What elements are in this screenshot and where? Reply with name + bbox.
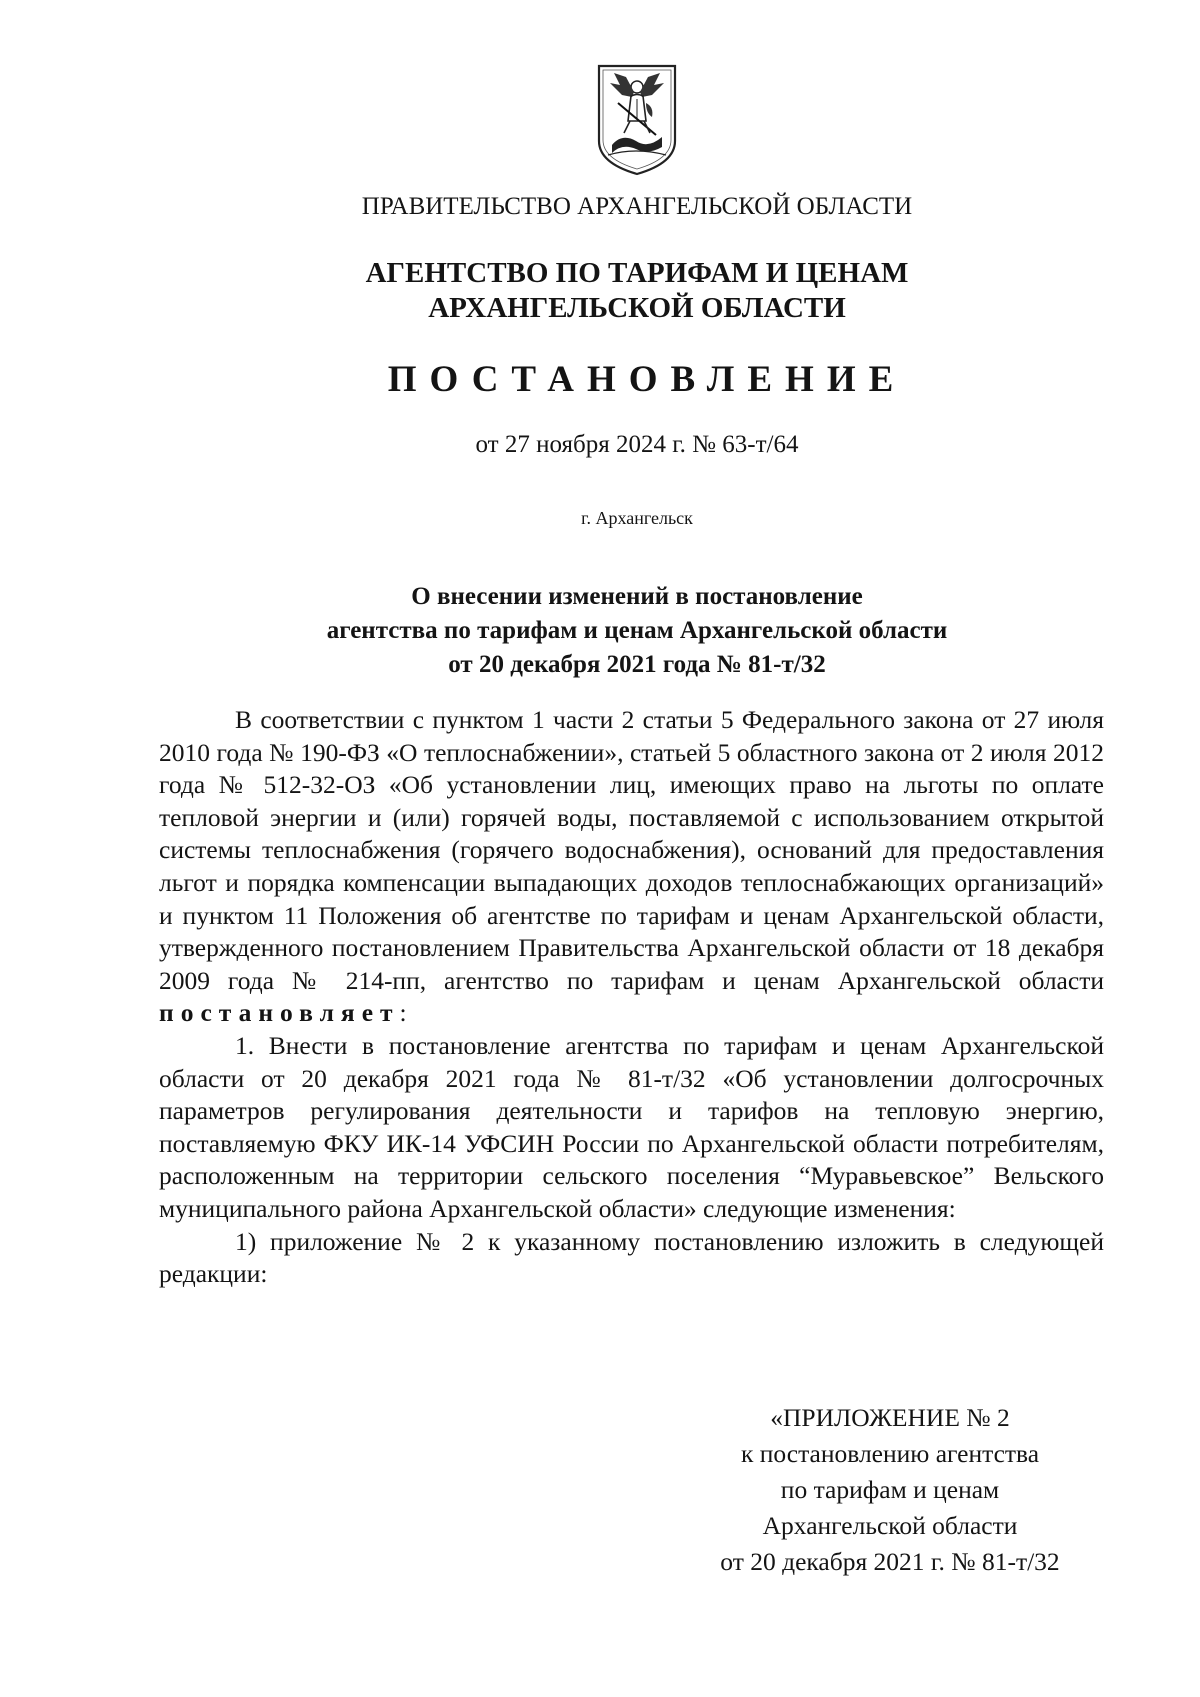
document-body (159, 704, 1104, 1291)
subject-line-2: агентства по тарифам и ценам Архангельской области (326, 617, 948, 644)
appendix-caption (660, 1400, 1120, 1580)
appendix-line-3: по тарифам и ценам (780, 1475, 1000, 1504)
preamble-text: В соответствии с пунктом 1 части 2 статьи 5 Федерального закона от 27 июля 2010 года № 190-ФЗ «О теплоснабжении», статьей 5 областного закона от 2 июля 2012 года № 512-32-ОЗ «Об установлении лиц, имеющих право на льготы по оплате тепловой энергии и (или) горячей воды, поставляемой с использованием открытой системы теплоснабжения (горячего водоснабжения), оснований для предоставления льгот и порядка компенсации выпадающих доходов теплоснабжающих организаций» и пунктом 11 Положения об агентстве по тарифам и ценам Архангельской области, утвержденного постановлением Правительства Архангельской области от 18 декабря 2009 года № 214-пп, агентство по тарифам и ценам Архангельской области (159, 705, 1104, 995)
document-type: ПОСТАНОВЛЕНИЕ (387, 359, 907, 400)
appendix-line-2: к постановлению агентства (740, 1439, 1040, 1468)
document-subject (0, 580, 1200, 682)
government-title: ПРАВИТЕЛЬСТВО АРХАНГЕЛЬСКОЙ ОБЛАСТИ (361, 193, 913, 220)
coat-of-arms-archangel-icon (596, 63, 678, 177)
agency-title-line-1: АГЕНТСТВО ПО ТАРИФАМ И ЦЕНАМ (365, 257, 909, 289)
preamble-paragraph (159, 704, 1104, 1030)
subject-line-1: О внесении изменений в постановление (411, 583, 863, 610)
appendix-line-5: от 20 декабря 2021 г. № 81-т/32 (720, 1547, 1060, 1576)
item-1-paragraph: 1. Внести в постановление агентства по тарифам и ценам Архангельской области от 20 декабря 2021 года № 81-т/32 «Об установлении долгосрочных параметров регулирования деятельности и тарифов на тепловую энергию, поставляемую ФКУ ИК-14 УФСИН России по Архангельской области потребителям, расположенным на территории сельского поселения “Муравьевское” Вельского муниципального района Архангельской области» следующие изменения: (159, 1030, 1104, 1223)
appendix-line-1: «ПРИЛОЖЕНИЕ № 2 (770, 1403, 1010, 1432)
agency-title-line-2: АРХАНГЕЛЬСКОЙ ОБЛАСТИ (428, 292, 846, 324)
resolves-word: постановляет (159, 998, 400, 1028)
resolves-colon: : (399, 998, 407, 1028)
document-city: г. Архангельск (581, 508, 693, 528)
agency-title (0, 256, 1200, 326)
subitem-1-paragraph: 1) приложение № 2 к указанному постановлению изложить в следующей редакции: (159, 1226, 1104, 1289)
document-number-date: от 27 ноября 2024 г. № 63-т/64 (475, 431, 799, 458)
subject-line-3: от 20 декабря 2021 года № 81-т/32 (448, 651, 826, 678)
appendix-line-4: Архангельской области (762, 1511, 1018, 1540)
